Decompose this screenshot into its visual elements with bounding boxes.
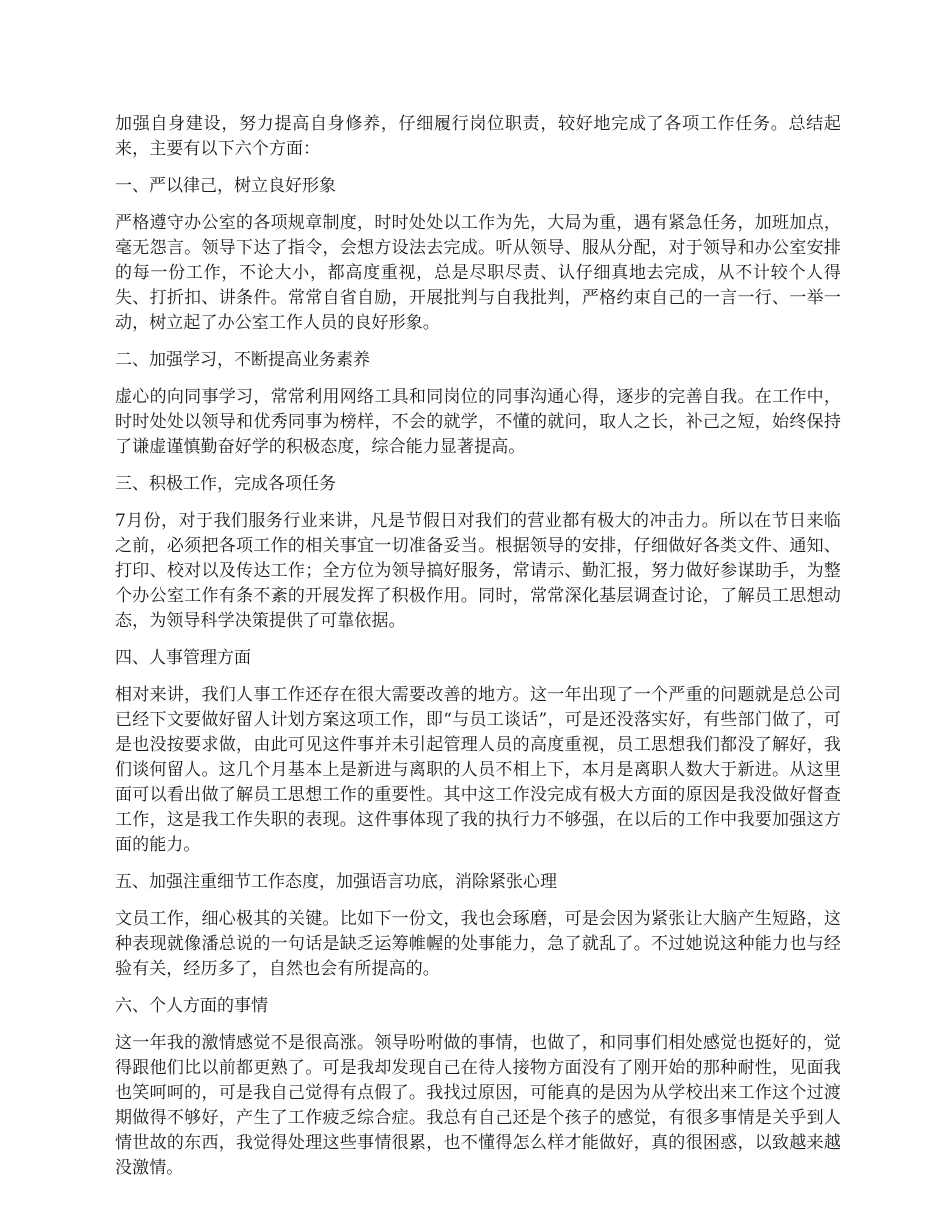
section-heading-4: 四、人事管理方面 [115, 648, 251, 668]
section-paragraph-4: 相对来讲，我们人事工作还存在很大需要改善的地方。这一年出现了一个严重的问题就是总公司已经下文要做好留人计划方案这项工作，即“与员工谈话”，可是还没落实好，有些部门做了，可是也没按要求做，由此可见这件事并未引起管理人员的高度重视，员工思想我们都没了解好，我们谈何留人。这几个月基本上是新进与离职的人员不相上下，本月是离职人数大于新进。从这里面可以看出做了解员工思想工作的重要性。其中这工作没完成有极大方面的原因是我没做好督查工作，这是我工作失职的表现。这件事体现了我的执行力不够强，在以后的工作中我要加强这方面的能力。 [115, 685, 841, 855]
section-paragraph-3: 7月份，对于我们服务行业来讲，凡是节假日对我们的营业都有极大的冲击力。所以在节日来临之前，必须把各项工作的相关事宜一切准备妥当。根据领导的安排，仔细做好各类文件、通知、打印、校对以及传达工作；全方位为领导搞好服务，常请示、勤汇报，努力做好参谋助手，为整个办公室工作有条不紊的开展发挥了积极作用。同时，常常深化基层调查讨论，了解员工思想动态，为领导科学决策提供了可靠依据。 [115, 511, 841, 631]
section-heading-5: 五、加强注重细节工作态度，加强语言功底，消除紧张心理 [115, 872, 557, 892]
section-paragraph-5: 文员工作，细心极其的关键。比如下一份文，我也会琢磨，可是会因为紧张让大脑产生短路，这种表现就像潘总说的一句话是缺乏运筹帷幄的处事能力，急了就乱了。不过她说这种能力也与经验有关，经历多了，自然也会有所提高的。 [115, 909, 841, 979]
section-heading-1: 一、严以律己，树立良好形象 [115, 176, 336, 196]
section-paragraph-6: 这一年我的激情感觉不是很高涨。领导吩咐做的事情，也做了，和同事们相处感觉也挺好的，觉得跟他们比以前都更熟了。可是我却发现自己在待人接物方面没有了刚开始的那种耐性，见面我也笑呵呵的，可是我自己觉得有点假了。我找过原因，可能真的是因为从学校出来工作这个过渡期做得不够好，产生了工作疲乏综合症。我总有自己还是个孩子的感觉，有很多事情是关乎到人情世故的东西，我觉得处理这些事情很累，也不懂得怎么样才能做好，真的很困惑，以致越来越没激情。 [115, 1033, 841, 1178]
section-paragraph-1: 严格遵守办公室的各项规章制度，时时处处以工作为先，大局为重，遇有紧急任务，加班加点，毫无怨言。领导下达了指令，会想方设法去完成。听从领导、服从分配，对于领导和办公室安排的每一份工作，不论大小，都高度重视，总是尽职尽责、认仔细真地去完成，从不计较个人得失、打折扣、讲条件。常常自省自励，开展批判与自我批判，严格约束自己的一言一行、一举一动，树立起了办公室工作人员的良好形象。 [115, 213, 841, 333]
section-heading-2: 二、加强学习，不断提高业务素养 [115, 350, 370, 370]
section-heading-3: 三、积极工作，完成各项任务 [115, 474, 336, 494]
section-heading-6: 六、个人方面的事情 [115, 996, 268, 1016]
document-page [115, 112, 841, 1193]
intro-paragraph: 加强自身建设，努力提高自身修养，仔细履行岗位职责，较好地完成了各项工作任务。总结起来，主要有以下六个方面： [115, 114, 841, 159]
section-paragraph-2: 虚心的向同事学习，常常利用网络工具和同岗位的同事沟通心得，逐步的完善自我。在工作中，时时处处以领导和优秀同事为榜样，不会的就学，不懂的就问，取人之长，补己之短，始终保持了谦虚谨慎勤奋好学的积极态度，综合能力显著提高。 [115, 387, 841, 457]
